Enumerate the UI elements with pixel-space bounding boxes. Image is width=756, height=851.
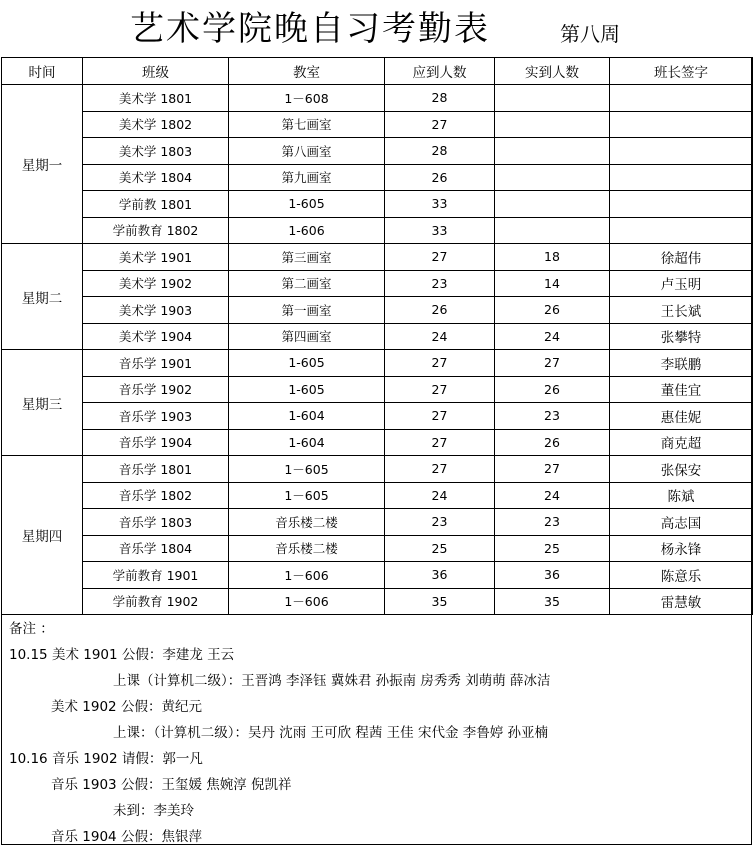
expected-count-cell: 26 xyxy=(385,297,495,324)
table-row xyxy=(2,562,753,589)
table-row xyxy=(2,138,753,165)
note-line: 音乐 1904 公假：焦银萍 xyxy=(51,829,202,845)
actual-count-cell: 23 xyxy=(495,509,610,536)
day-cell: 星期一 xyxy=(2,85,83,244)
header-row xyxy=(2,58,753,85)
actual-count-cell: 24 xyxy=(495,482,610,509)
class-cell: 音乐学 1802 xyxy=(83,482,229,509)
class-cell: 美术学 1903 xyxy=(83,297,229,324)
class-cell: 音乐学 1803 xyxy=(83,509,229,536)
actual-count-cell xyxy=(495,111,610,138)
expected-count-cell: 25 xyxy=(385,535,495,562)
expected-count-cell: 27 xyxy=(385,429,495,456)
class-cell: 音乐学 1804 xyxy=(83,535,229,562)
monitor-signature-cell: 陈斌 xyxy=(610,482,753,509)
day-cell: 星期三 xyxy=(2,350,83,456)
actual-count-cell xyxy=(495,164,610,191)
class-cell: 美术学 1904 xyxy=(83,323,229,350)
class-cell: 音乐学 1903 xyxy=(83,403,229,430)
monitor-signature-cell: 杨永锋 xyxy=(610,535,753,562)
class-cell: 美术学 1802 xyxy=(83,111,229,138)
table-row xyxy=(2,403,753,430)
room-cell: 1-604 xyxy=(229,429,385,456)
class-cell: 美术学 1801 xyxy=(83,85,229,112)
class-cell: 音乐学 1801 xyxy=(83,456,229,483)
monitor-signature-cell: 雷慧敏 xyxy=(610,588,753,615)
monitor-signature-cell: 董佳宜 xyxy=(610,376,753,403)
room-cell: 第一画室 xyxy=(229,297,385,324)
actual-count-cell: 26 xyxy=(495,297,610,324)
room-cell: 1-604 xyxy=(229,403,385,430)
actual-count-cell xyxy=(495,217,610,244)
monitor-signature-cell: 徐超伟 xyxy=(610,244,753,271)
monitor-signature-cell: 王长斌 xyxy=(610,297,753,324)
table-row xyxy=(2,111,753,138)
class-cell: 学前教 1801 xyxy=(83,191,229,218)
table-row xyxy=(2,482,753,509)
room-cell: 1－606 xyxy=(229,562,385,589)
monitor-signature-cell: 张保安 xyxy=(610,456,753,483)
table-row xyxy=(2,323,753,350)
note-line: 10.16 音乐 1902 请假：郭一凡 xyxy=(9,751,203,767)
class-cell: 音乐学 1902 xyxy=(83,376,229,403)
table-row xyxy=(2,297,753,324)
room-cell: 音乐楼二楼 xyxy=(229,535,385,562)
room-cell: 1-606 xyxy=(229,217,385,244)
actual-count-cell: 14 xyxy=(495,270,610,297)
expected-count-cell: 28 xyxy=(385,85,495,112)
table-row xyxy=(2,509,753,536)
page-title: 艺术学院晚自习考勤表 xyxy=(130,9,490,49)
monitor-signature-cell: 卢玉明 xyxy=(610,270,753,297)
room-cell: 1－605 xyxy=(229,456,385,483)
room-cell: 第九画室 xyxy=(229,164,385,191)
expected-count-cell: 27 xyxy=(385,111,495,138)
header-room: 教室 xyxy=(229,58,385,85)
expected-count-cell: 27 xyxy=(385,244,495,271)
table-row xyxy=(2,270,753,297)
room-cell: 第二画室 xyxy=(229,270,385,297)
room-cell: 1-605 xyxy=(229,376,385,403)
monitor-signature-cell: 陈意乐 xyxy=(610,562,753,589)
week-label: 第八周 xyxy=(560,22,620,46)
expected-count-cell: 35 xyxy=(385,588,495,615)
actual-count-cell xyxy=(495,138,610,165)
class-cell: 美术学 1803 xyxy=(83,138,229,165)
day-cell: 星期四 xyxy=(2,456,83,615)
class-cell: 学前教育 1802 xyxy=(83,217,229,244)
note-line: 10.15 美术 1901 公假：李建龙 王云 xyxy=(9,647,235,663)
actual-count-cell: 25 xyxy=(495,535,610,562)
room-cell: 1－606 xyxy=(229,588,385,615)
room-cell: 1－605 xyxy=(229,482,385,509)
class-cell: 音乐学 1904 xyxy=(83,429,229,456)
expected-count-cell: 24 xyxy=(385,323,495,350)
attendance-table xyxy=(1,57,753,615)
header-monitor-signature: 班长签字 xyxy=(610,58,753,85)
expected-count-cell: 23 xyxy=(385,509,495,536)
table-row xyxy=(2,588,753,615)
note-line: 美术 1902 公假：黄纪元 xyxy=(51,699,202,715)
expected-count-cell: 27 xyxy=(385,456,495,483)
table-row xyxy=(2,456,753,483)
class-cell: 学前教育 1902 xyxy=(83,588,229,615)
day-cell: 星期二 xyxy=(2,244,83,350)
actual-count-cell: 27 xyxy=(495,456,610,483)
actual-count-cell: 27 xyxy=(495,350,610,377)
expected-count-cell: 23 xyxy=(385,270,495,297)
monitor-signature-cell: 商克超 xyxy=(610,429,753,456)
note-line: 上课：（计算机二级）：吴丹 沈雨 王可欣 程茜 王佳 宋代金 李鲁婷 孙亚楠 xyxy=(113,725,549,741)
room-cell: 1-605 xyxy=(229,191,385,218)
actual-count-cell: 26 xyxy=(495,429,610,456)
room-cell: 第七画室 xyxy=(229,111,385,138)
note-line: 音乐 1903 公假：王玺媛 焦婉淳 倪凯祥 xyxy=(51,777,292,793)
table-body xyxy=(2,85,753,615)
monitor-signature-cell: 李联鹏 xyxy=(610,350,753,377)
class-cell: 音乐学 1901 xyxy=(83,350,229,377)
expected-count-cell: 24 xyxy=(385,482,495,509)
header-expected: 应到人数 xyxy=(385,58,495,85)
monitor-signature-cell xyxy=(610,191,753,218)
actual-count-cell xyxy=(495,85,610,112)
expected-count-cell: 26 xyxy=(385,164,495,191)
table-row xyxy=(2,429,753,456)
actual-count-cell: 18 xyxy=(495,244,610,271)
monitor-signature-cell xyxy=(610,164,753,191)
note-line: 未到：李美玲 xyxy=(113,803,194,819)
table-row xyxy=(2,217,753,244)
room-cell: 第四画室 xyxy=(229,323,385,350)
monitor-signature-cell: 高志国 xyxy=(610,509,753,536)
table-row xyxy=(2,535,753,562)
actual-count-cell xyxy=(495,191,610,218)
room-cell: 第三画室 xyxy=(229,244,385,271)
room-cell: 音乐楼二楼 xyxy=(229,509,385,536)
header-time: 时间 xyxy=(2,58,83,85)
room-cell: 第八画室 xyxy=(229,138,385,165)
actual-count-cell: 23 xyxy=(495,403,610,430)
monitor-signature-cell xyxy=(610,217,753,244)
expected-count-cell: 27 xyxy=(385,403,495,430)
class-cell: 学前教育 1901 xyxy=(83,562,229,589)
class-cell: 美术学 1902 xyxy=(83,270,229,297)
actual-count-cell: 24 xyxy=(495,323,610,350)
actual-count-cell: 35 xyxy=(495,588,610,615)
monitor-signature-cell xyxy=(610,138,753,165)
expected-count-cell: 27 xyxy=(385,376,495,403)
room-cell: 1－608 xyxy=(229,85,385,112)
expected-count-cell: 33 xyxy=(385,217,495,244)
expected-count-cell: 27 xyxy=(385,350,495,377)
actual-count-cell: 26 xyxy=(495,376,610,403)
expected-count-cell: 28 xyxy=(385,138,495,165)
class-cell: 美术学 1804 xyxy=(83,164,229,191)
monitor-signature-cell: 张攀特 xyxy=(610,323,753,350)
notes-heading: 备注 ： xyxy=(9,621,54,637)
table-row xyxy=(2,191,753,218)
class-cell: 美术学 1901 xyxy=(83,244,229,271)
room-cell: 1-605 xyxy=(229,350,385,377)
note-line: 上课（计算机二级）：王晋鸿 李泽钰 冀姝君 孙振南 房秀秀 刘萌萌 薛冰洁 xyxy=(113,673,551,689)
expected-count-cell: 33 xyxy=(385,191,495,218)
actual-count-cell: 36 xyxy=(495,562,610,589)
table-row xyxy=(2,244,753,271)
monitor-signature-cell: 惠佳妮 xyxy=(610,403,753,430)
monitor-signature-cell xyxy=(610,85,753,112)
header-class: 班级 xyxy=(83,58,229,85)
table-row xyxy=(2,350,753,377)
header-actual: 实到人数 xyxy=(495,58,610,85)
expected-count-cell: 36 xyxy=(385,562,495,589)
table-row xyxy=(2,85,753,112)
table-row xyxy=(2,164,753,191)
table-row xyxy=(2,376,753,403)
monitor-signature-cell xyxy=(610,111,753,138)
